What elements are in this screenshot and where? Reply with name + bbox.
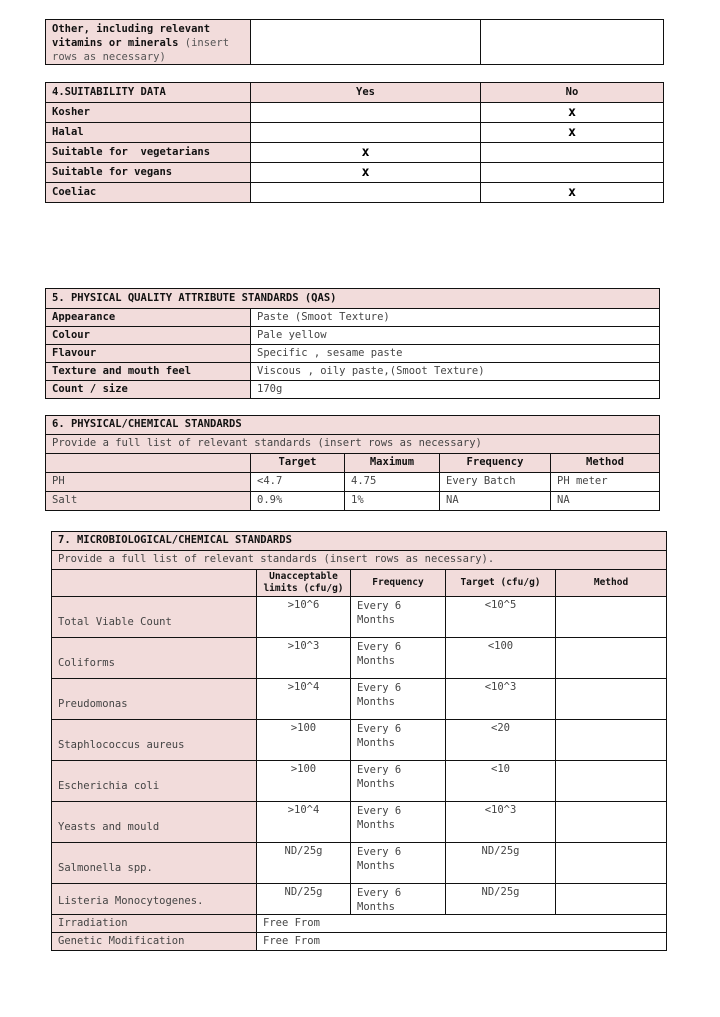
physical-quality-table [45,288,660,399]
organism-method [556,761,667,802]
table-row [52,802,667,843]
organism-label: Yeasts and mould [52,802,257,843]
genetic-modification-label: Genetic Modification [52,933,257,951]
table-row [52,720,667,761]
standard-target: <4.7 [251,473,345,492]
suitability-yes-mark: x [251,143,481,163]
table-row [46,363,660,381]
column-header: Frequency [440,454,551,473]
organism-target: ND/25g [446,884,556,915]
attribute-value: Pale yellow [251,327,660,345]
organism-frequency: Every 6 Months [351,679,446,720]
table-row [46,345,660,363]
attribute-value: Viscous , oily paste,(Smoot Texture) [251,363,660,381]
suitability-label: Suitable for vegans [46,163,251,183]
organism-target: ND/25g [446,843,556,884]
other-nutrients-value-2 [481,20,664,65]
standard-frequency: NA [440,492,551,511]
table-row [52,761,667,802]
organism-method [556,638,667,679]
column-header: Maximum [345,454,440,473]
attribute-label: Flavour [46,345,251,363]
table-row [52,843,667,884]
other-nutrients-label-note: (insert rows as necessary) [52,37,230,63]
genetic-modification-value: Free From [257,933,667,951]
organism-label: Salmonella spp. [52,843,257,884]
organism-frequency: Every 6 Months [351,720,446,761]
table-row [52,638,667,679]
suitability-yes-mark: x [251,163,481,183]
microbiological-title: 7. MICROBIOLOGICAL/CHEMICAL STANDARDS [52,532,667,551]
organism-method [556,802,667,843]
suitability-title: 4.SUITABILITY DATA [46,83,251,103]
physical-chemical-table [45,415,660,511]
organism-limit: >10^4 [257,802,351,843]
column-header: Method [551,454,660,473]
organism-method [556,720,667,761]
standard-method: NA [551,492,660,511]
organism-limit: >10^4 [257,679,351,720]
suitability-no-mark: x [481,183,664,203]
attribute-label: Appearance [46,309,251,327]
organism-frequency: Every 6 Months [351,843,446,884]
suitability-yes-mark [251,183,481,203]
attribute-value: 170g [251,381,660,399]
table-row [52,933,667,951]
suitability-table [45,82,664,203]
physical-quality-title: 5. PHYSICAL QUALITY ATTRIBUTE STANDARDS (QAS) [46,289,660,309]
other-nutrients-label [46,20,251,65]
standard-method: PH meter [551,473,660,492]
table-row [52,915,667,933]
organism-limit: >100 [257,720,351,761]
organism-label: Preudomonas [52,679,257,720]
organism-target: <10 [446,761,556,802]
suitability-yes-mark [251,123,481,143]
organism-target: <10^5 [446,597,556,638]
attribute-label: Colour [46,327,251,345]
microbiological-table [51,531,667,951]
organism-limit: >10^6 [257,597,351,638]
physical-chemical-subtitle: Provide a full list of relevant standards (insert rows as necessary) [46,435,660,454]
other-nutrients-table [45,19,664,65]
standard-target: 0.9% [251,492,345,511]
irradiation-value: Free From [257,915,667,933]
suitability-label: Kosher [46,103,251,123]
standard-label: Salt [46,492,251,511]
suitability-label: Coeliac [46,183,251,203]
table-row [46,309,660,327]
microbiological-subtitle: Provide a full list of relevant standards (insert rows as necessary). [52,551,667,570]
attribute-value: Paste (Smoot Texture) [251,309,660,327]
microbiological-corner [52,570,257,597]
organism-limit: ND/25g [257,884,351,915]
suitability-no-mark [481,143,664,163]
organism-method [556,884,667,915]
organism-target: <10^3 [446,679,556,720]
organism-target: <20 [446,720,556,761]
organism-frequency: Every 6 Months [351,802,446,843]
suitability-col-yes: Yes [251,83,481,103]
organism-label: Coliforms [52,638,257,679]
organism-method [556,597,667,638]
other-nutrients-label-bold: Other, including relevant vitamins or minerals [52,23,211,49]
table-row [46,123,664,143]
organism-label: Staphlococcus aureus [52,720,257,761]
column-header: Frequency [351,570,446,597]
suitability-no-mark: x [481,103,664,123]
table-row [46,327,660,345]
table-row [52,597,667,638]
organism-label: Escherichia coli [52,761,257,802]
suitability-no-mark: x [481,123,664,143]
table-row [46,103,664,123]
standard-label: PH [46,473,251,492]
table-row [46,183,664,203]
organism-limit: ND/25g [257,843,351,884]
organism-frequency: Every 6 Months [351,884,446,915]
standard-frequency: Every Batch [440,473,551,492]
table-row [46,473,660,492]
table-row [52,884,667,915]
attribute-label: Count / size [46,381,251,399]
column-header: Target [251,454,345,473]
suitability-yes-mark [251,103,481,123]
table-row [52,679,667,720]
suitability-no-mark [481,163,664,183]
other-nutrients-value-1 [251,20,481,65]
physical-chemical-title: 6. PHYSICAL/CHEMICAL STANDARDS [46,416,660,435]
attribute-value: Specific , sesame paste [251,345,660,363]
table-row [46,492,660,511]
organism-limit: >10^3 [257,638,351,679]
attribute-label: Texture and mouth feel [46,363,251,381]
organism-method [556,843,667,884]
organism-label: Listeria Monocytogenes. [52,884,257,915]
organism-target: <10^3 [446,802,556,843]
suitability-col-no: No [481,83,664,103]
physical-chemical-corner [46,454,251,473]
organism-limit: >100 [257,761,351,802]
column-header: Target (cfu/g) [446,570,556,597]
organism-method [556,679,667,720]
standard-maximum: 4.75 [345,473,440,492]
column-header: Unacceptable limits (cfu/g) [257,570,351,597]
irradiation-label: Irradiation [52,915,257,933]
organism-frequency: Every 6 Months [351,638,446,679]
organism-label: Total Viable Count [52,597,257,638]
organism-target: <100 [446,638,556,679]
organism-frequency: Every 6 Months [351,597,446,638]
suitability-label: Suitable for vegetarians [46,143,251,163]
table-row [46,163,664,183]
suitability-label: Halal [46,123,251,143]
table-row [46,143,664,163]
column-header: Method [556,570,667,597]
standard-maximum: 1% [345,492,440,511]
organism-frequency: Every 6 Months [351,761,446,802]
table-row [46,381,660,399]
